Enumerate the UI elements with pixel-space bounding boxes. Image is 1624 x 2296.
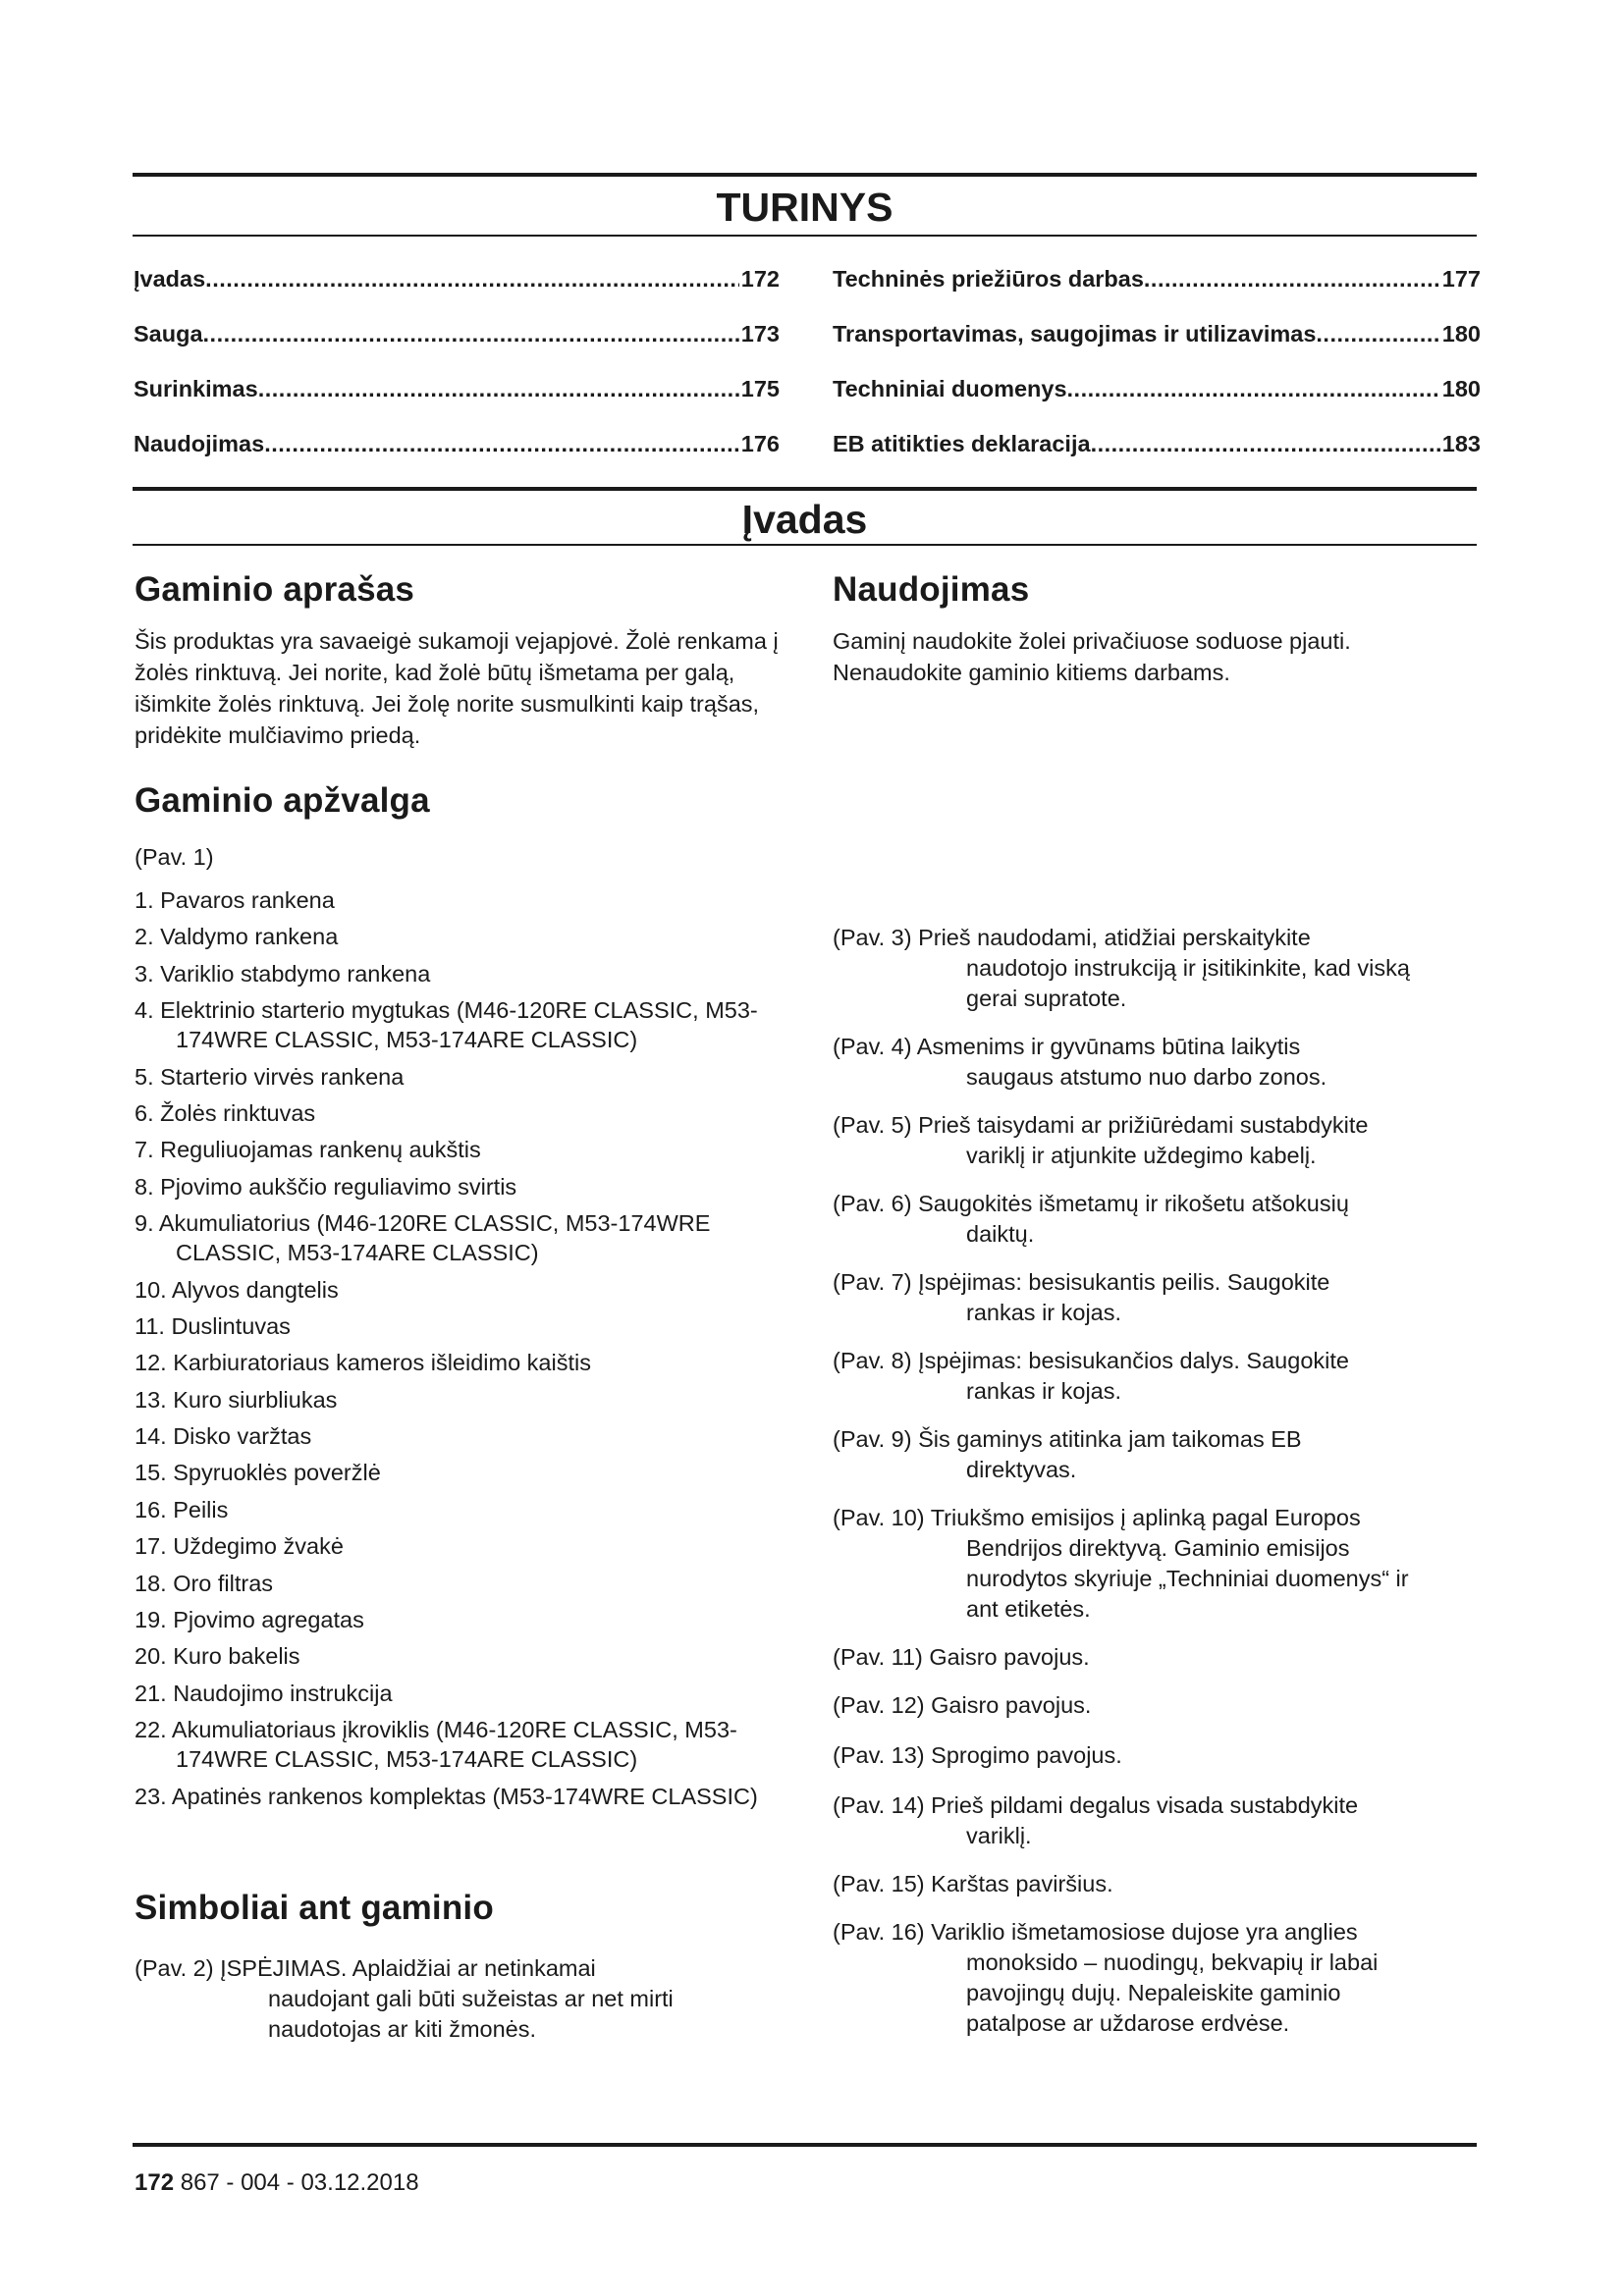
list-item: 12. Karbiuratoriaus kameros išleidimo kaištis [135, 1350, 591, 1376]
section-title-rule [133, 544, 1477, 546]
list-item: 7. Reguliuojamas rankenų aukštis [135, 1137, 481, 1163]
section-top-rule [133, 487, 1477, 491]
symbol-text-line: naudotojas ar kiti žmonės. [268, 2016, 537, 2042]
symbol-entry: (Pav. 3) Prieš naudodami, atidžiai perskaitykite naudotojo instrukciją ir įsitikinkite, kad viską gerai supratote. [833, 925, 1410, 1011]
symbol-entry: (Pav. 14) Prieš pildami degalus visada sustabdykite variklį. [833, 1792, 1359, 1848]
document-info: 867 - 004 - 03.12.2018 [174, 2169, 419, 2196]
list-item: 10. Alyvos dangtelis [135, 1276, 339, 1303]
list-item: 8. Pjovimo aukščio reguliavimo svirtis [135, 1173, 517, 1200]
product-description-heading: Gaminio aprašas [135, 570, 415, 609]
toc-left-column [134, 251, 780, 471]
toc-entry[interactable]: EB atitikties deklaracija ..... 183 [833, 416, 1481, 471]
symbol-entry: (Pav. 16) Variklio išmetamosiose dujose yra anglies monoksido – nuodingų, bekvapių ir labai pavojingų dujų. Nepaleiskite gaminio patalpose ar uždarose erdvėse. [833, 1919, 1379, 2036]
symbol-entry: (Pav. 13) Sprogimo pavojus. [833, 1742, 1122, 1768]
symbol-entry: (Pav. 6) Saugokitės išmetamų ir rikošetu atšokusių daiktų. [833, 1191, 1349, 1247]
list-item: 2. Valdymo rankena [135, 924, 339, 950]
toc-entry[interactable]: Naudojimas ..... 176 [134, 416, 780, 471]
footer-rule [133, 2143, 1477, 2147]
symbol-entry: (Pav. 8) Įspėjimas: besisukančios dalys. Saugokite rankas ir kojas. [833, 1348, 1349, 1404]
list-item: 3. Variklio stabdymo rankena [135, 960, 431, 987]
component-list [135, 885, 783, 1811]
toc-title-rule [133, 235, 1477, 237]
list-item: 9. Akumuliatorius (M46-120RE CLASSIC, M53-174WRE CLASSIC, M53-174ARE CLASSIC) [135, 1210, 711, 1266]
toc-top-rule [133, 173, 1477, 177]
toc-entry[interactable]: Transportavimas, saugojimas ir utilizavimas ..... 180 [833, 306, 1481, 361]
symbol-entry: (Pav. 12) Gaisro pavojus. [833, 1692, 1092, 1718]
toc-right-column [833, 251, 1481, 471]
list-item: 20. Kuro bakelis [135, 1643, 300, 1670]
list-item: 5. Starterio virvės rankena [135, 1063, 405, 1090]
symbol-entry: (Pav. 15) Karštas paviršius. [833, 1871, 1113, 1896]
left-column [135, 568, 783, 1818]
list-item: 15. Spyruoklės poveržlė [135, 1460, 381, 1486]
list-item: 13. Kuro siurbliukas [135, 1386, 338, 1413]
symbol-text-line: ĮSPĖJIMAS. Aplaidžiai ar netinkamai [220, 1955, 596, 1981]
usage-heading: Naudojimas [833, 570, 1030, 609]
list-item: 17. Uždegimo žvakė [135, 1533, 344, 1560]
page-footer [135, 2168, 419, 2198]
section-title: Įvadas [741, 497, 868, 542]
toc-entry[interactable]: Techninės priežiūros darbas ..... 177 [833, 251, 1481, 306]
list-item: 14. Disko varžtas [135, 1423, 312, 1450]
symbol-entry: (Pav. 4) Asmenims ir gyvūnams būtina laikytis saugaus atstumo nuo darbo zonos. [833, 1034, 1327, 1090]
toc-entry[interactable]: Įvadas ..... 172 [134, 251, 780, 306]
right-column [833, 568, 1481, 688]
list-item: 22. Akumuliatoriaus įkroviklis (M46-120RE CLASSIC, M53-174WRE CLASSIC, M53-174ARE CLASSIC) [135, 1717, 737, 1773]
toc-entry[interactable]: Techniniai duomenys ..... 180 [833, 361, 1481, 416]
toc-entry[interactable]: Surinkimas ..... 175 [134, 361, 780, 416]
page-number: 172 [135, 2169, 175, 2196]
list-item: 11. Duslintuvas [135, 1312, 291, 1339]
toc-entry[interactable]: Sauga ..... 173 [134, 306, 780, 361]
symbol-entry: (Pav. 10) Triukšmo emisijos į aplinką pagal Europos Bendrijos direktyvą. Gaminio emisijos nurodytos skyriuje „Techniniai duomenys“ ir ant etiketės. [833, 1505, 1409, 1622]
list-item: 4. Elektrinio starterio mygtukas (M46-120RE CLASSIC, M53-174WRE CLASSIC, M53-174ARE CLASSIC) [135, 997, 758, 1053]
usage-text: Gaminį naudokite žolei privačiuose soduose pjauti. Nenaudokite gaminio kitiems darbams. [833, 628, 1351, 685]
list-item: 6. Žolės rinktuvas [135, 1099, 316, 1126]
list-item: 16. Peilis [135, 1496, 229, 1522]
figure-reference: (Pav. 1) [135, 844, 214, 870]
list-item: 1. Pavaros rankena [135, 887, 335, 913]
symbol-entry: (Pav. 5) Prieš taisydami ar prižiūrėdami sustabdykite variklį ir atjunkite uždegimo kabelį. [833, 1112, 1369, 1168]
list-item: 23. Apatinės rankenos komplektas (M53-174WRE CLASSIC) [135, 1783, 758, 1809]
list-item: 21. Naudojimo instrukcija [135, 1680, 393, 1706]
symbols-list [833, 923, 1481, 2039]
symbol-entry: (Pav. 7) Įspėjimas: besisukantis peilis. Saugokite rankas ir kojas. [833, 1269, 1330, 1325]
list-item: 18. Oro filtras [135, 1570, 274, 1596]
list-item: 19. Pjovimo agregatas [135, 1607, 364, 1633]
toc-title: TURINYS [716, 185, 893, 230]
symbol-entry: (Pav. 9) Šis gaminys atitinka jam taikomas EB direktyvas. [833, 1426, 1302, 1482]
symbol-entry: (Pav. 11) Gaisro pavojus. [833, 1644, 1090, 1670]
symbol-text-line: naudojant gali būti sužeistas ar net mirti [268, 1986, 674, 2011]
product-description-text: Šis produktas yra savaeigė sukamoji vejapjovė. Žolė renkama į žolės rinktuvą. Jei norite, kad žolė būtų išmetama per galą, išimkite žolės rinktuvą. Jei žolę norite susmulkinti kaip trąšas, pridėkite mulčiavimo priedą. [135, 628, 779, 748]
symbols-heading: Simboliai ant gaminio [135, 1889, 494, 1927]
product-overview-heading: Gaminio apžvalga [135, 781, 430, 820]
symbol-ref: (Pav. 2) [135, 1955, 221, 1981]
symbol-entry [135, 1953, 763, 2045]
